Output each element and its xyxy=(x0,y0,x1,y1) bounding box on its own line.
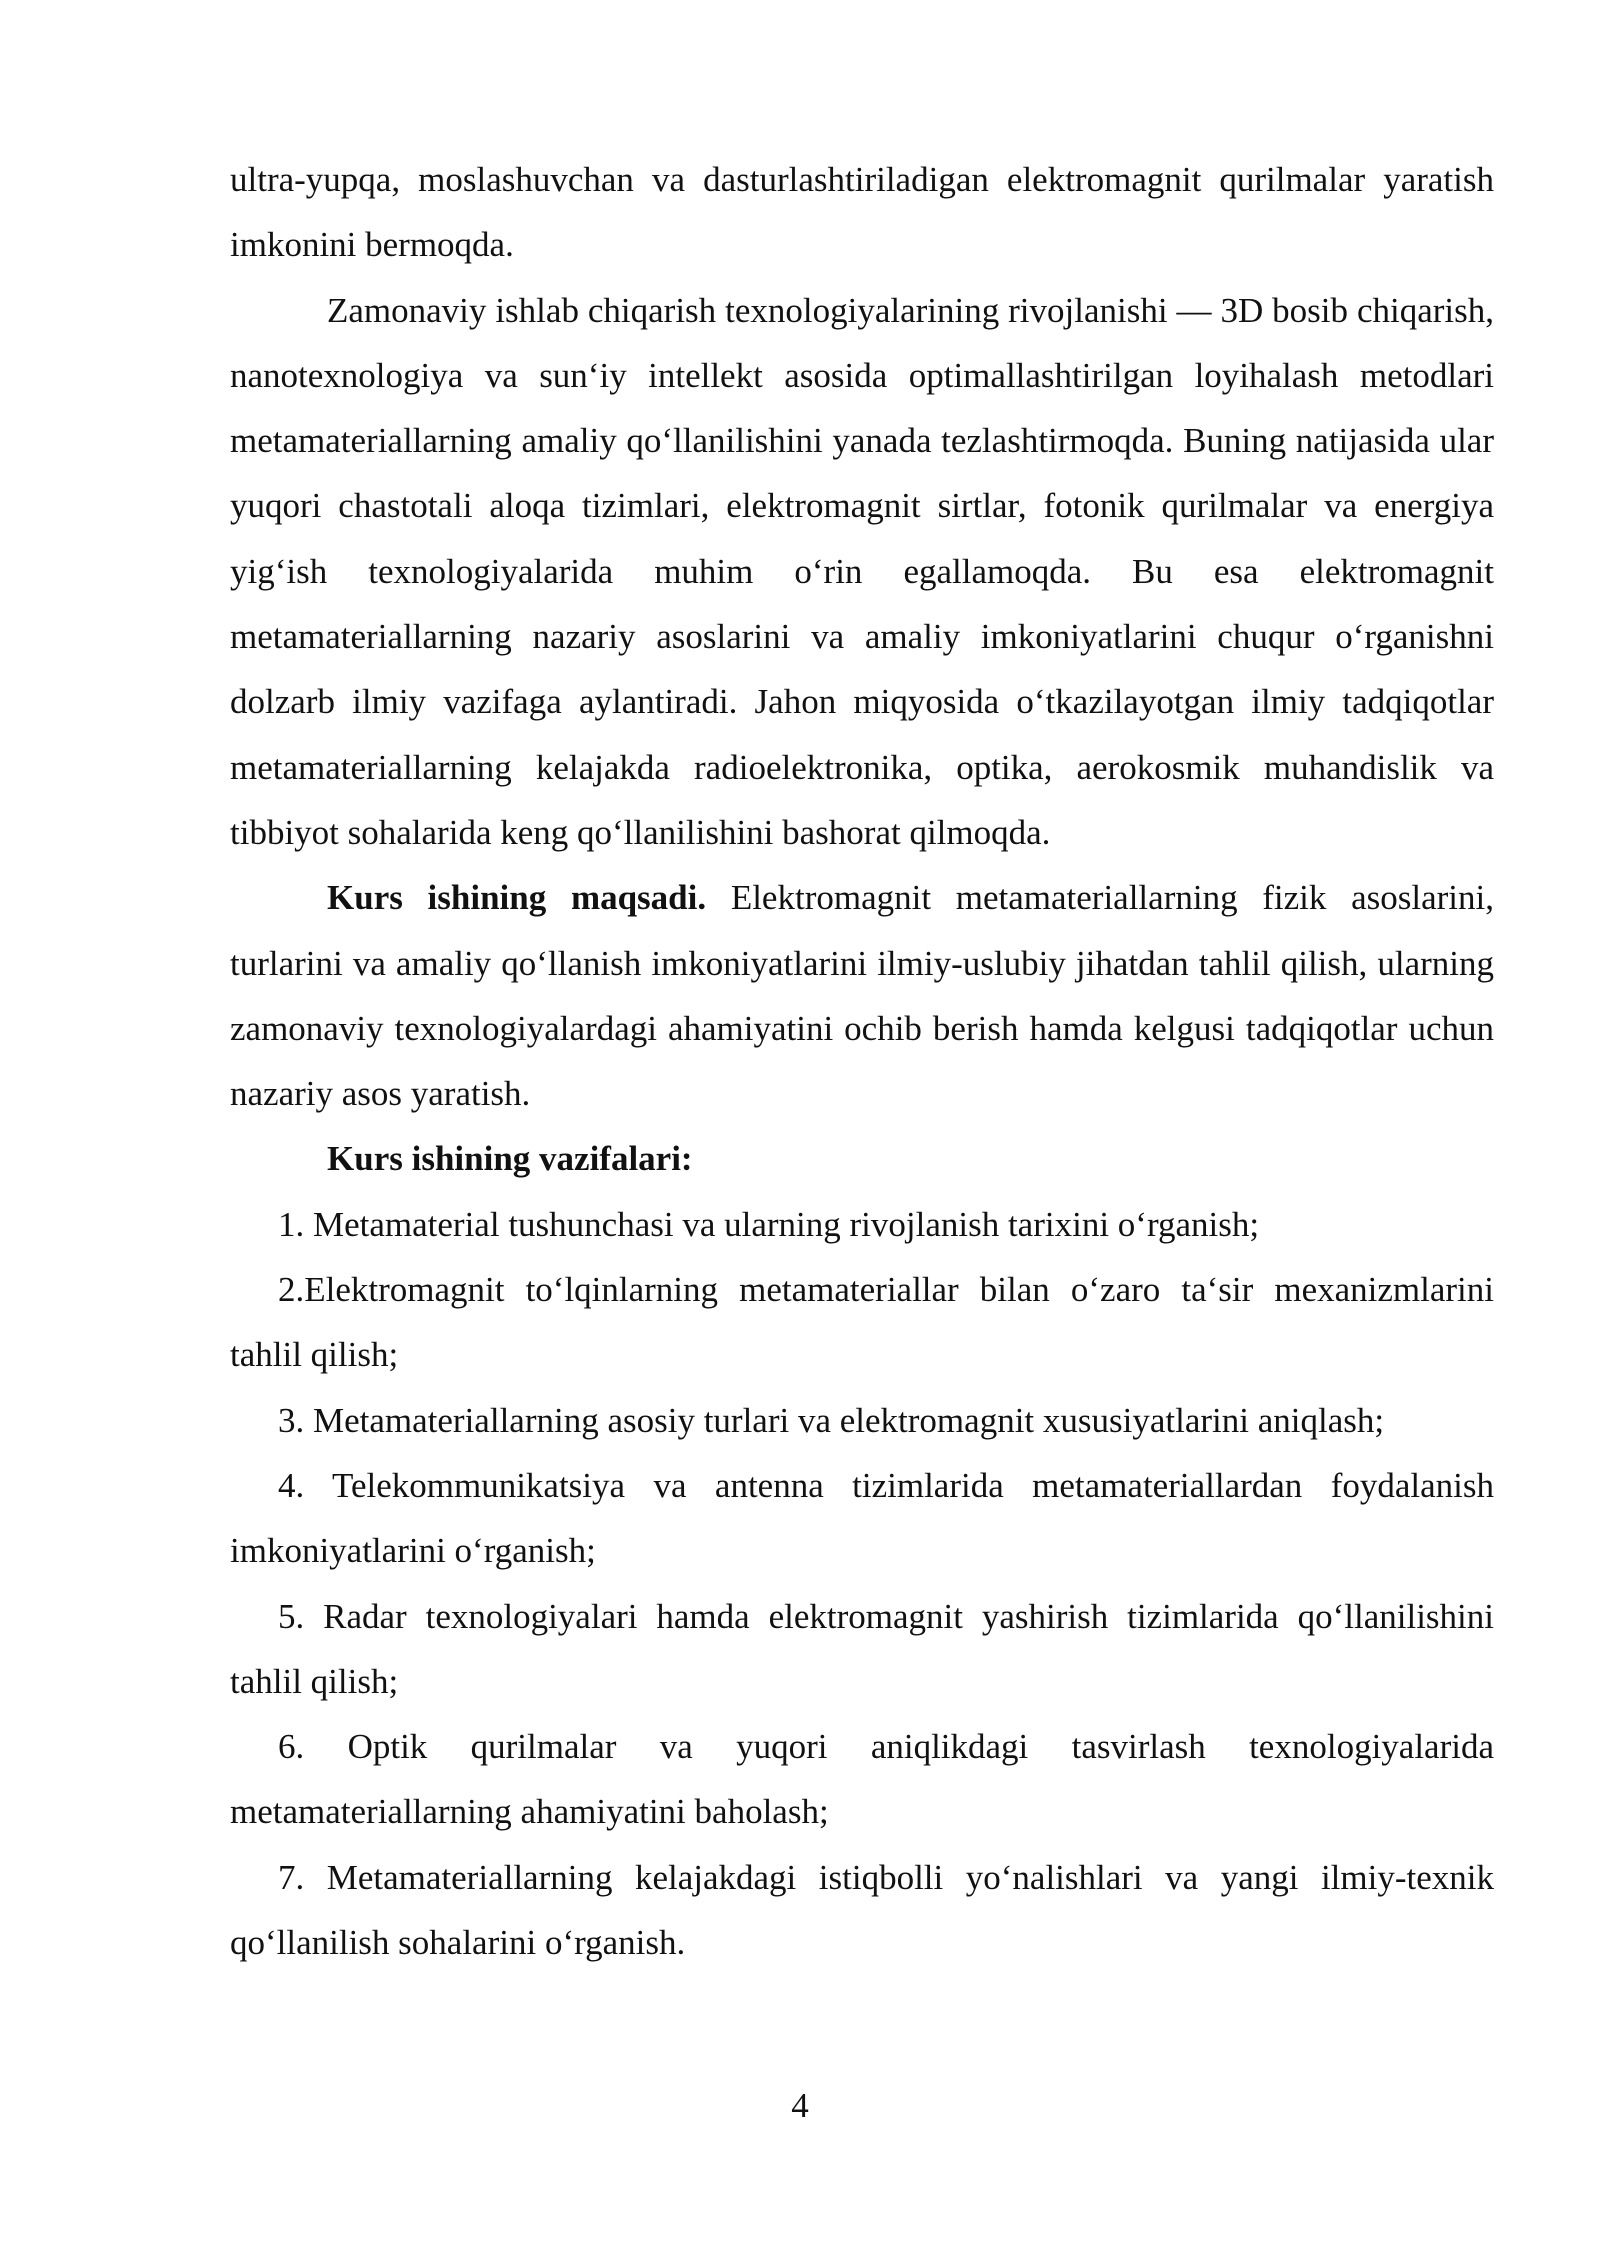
task-item-1: 1. Metamaterial tushunchasi va ularning rivojlanish tarixini o‘rganish; xyxy=(278,1204,1260,1244)
task-item-6: 6. Optik qurilmalar va yuqori aniqlikdagi tasvirlash texnologiyalarida metamateriallarning ahamiyatini baholash; xyxy=(230,1727,1494,1832)
paragraph-intro-continuation: ultra-yupqa, moslashuvchan va dasturlashtiriladigan elektromagnit qurilmalar yaratish imkonini bermoqda. xyxy=(230,160,1494,265)
tasks-heading: Kurs ishining vazifalari: xyxy=(327,1139,693,1179)
page-number: 4 xyxy=(791,2086,809,2125)
paragraph-modern-technologies: Zamonaviy ishlab chiqarish texnologiyalarining rivojlanishi — 3D bosib chiqarish, nanotexnologiya va sun‘iy intellekt asosida optimallashtirilgan loyihalash metodlari metamateriallarning amaliy qo‘llanilishini yanada tezlashtirmoqda. Buning natijasida ular yuqori chastotali aloqa tizimlari, elektromagnit sirtlar, fotonik qurilmalar va energiya yig‘ish texnologiyalarida muhim o‘rin egallamoqda. Bu esa elektromagnit metamateriallarning nazariy asoslarini va amaliy imkoniyatlarini chuqur o‘rganishni dolzarb ilmiy vazifaga aylantiradi. Jahon miqyosida o‘tkazilayotgan ilmiy tadqiqotlar metamateriallarning kelajakda radioelektronika, optika, aerokosmik muhandislik va tibbiyot sohalarida keng qo‘llanilishini bashorat qilmoqda. xyxy=(230,290,1494,852)
paragraph-goal xyxy=(230,865,1494,1126)
task-item-2: 2.Elektromagnit to‘lqinlarning metamateriallar bilan o‘zaro ta‘sir mexanizmlarini tahlil qilish; xyxy=(230,1270,1494,1375)
task-item-7: 7. Metamateriallarning kelajakdagi istiqbolli yo‘nalishlari va yangi ilmiy-texnik qo‘llanilish sohalarini o‘rganish. xyxy=(230,1857,1494,1963)
task-item-3: 3. Metamateriallarning asosiy turlari va elektromagnit xususiyatlarini aniqlash; xyxy=(278,1400,1385,1440)
task-item-4: 4. Telekommunikatsiya va antenna tizimlarida metamateriallardan foydalanish imkoniyatlarini o‘rganish; xyxy=(230,1465,1494,1571)
task-item-5: 5. Radar texnologiyalari hamda elektromagnit yashirish tizimlarida qo‘llanilishini tahlil qilish; xyxy=(230,1596,1494,1701)
document-body xyxy=(230,147,1494,1975)
goal-label: Kurs ishining maqsadi. xyxy=(327,878,707,918)
goal-text: Elektromagnit metamateriallarning fizik asoslarini, turlarini va amaliy qo‘llanish imkoniyatlarini ilmiy-uslubiy jihatdan tahlil qilish, ularning zamonaviy texnologiyalardagi ahamiyatini ochib berish hamda kelgusi tadqiqotlar uchun nazariy asos yaratish. xyxy=(230,878,1494,1114)
